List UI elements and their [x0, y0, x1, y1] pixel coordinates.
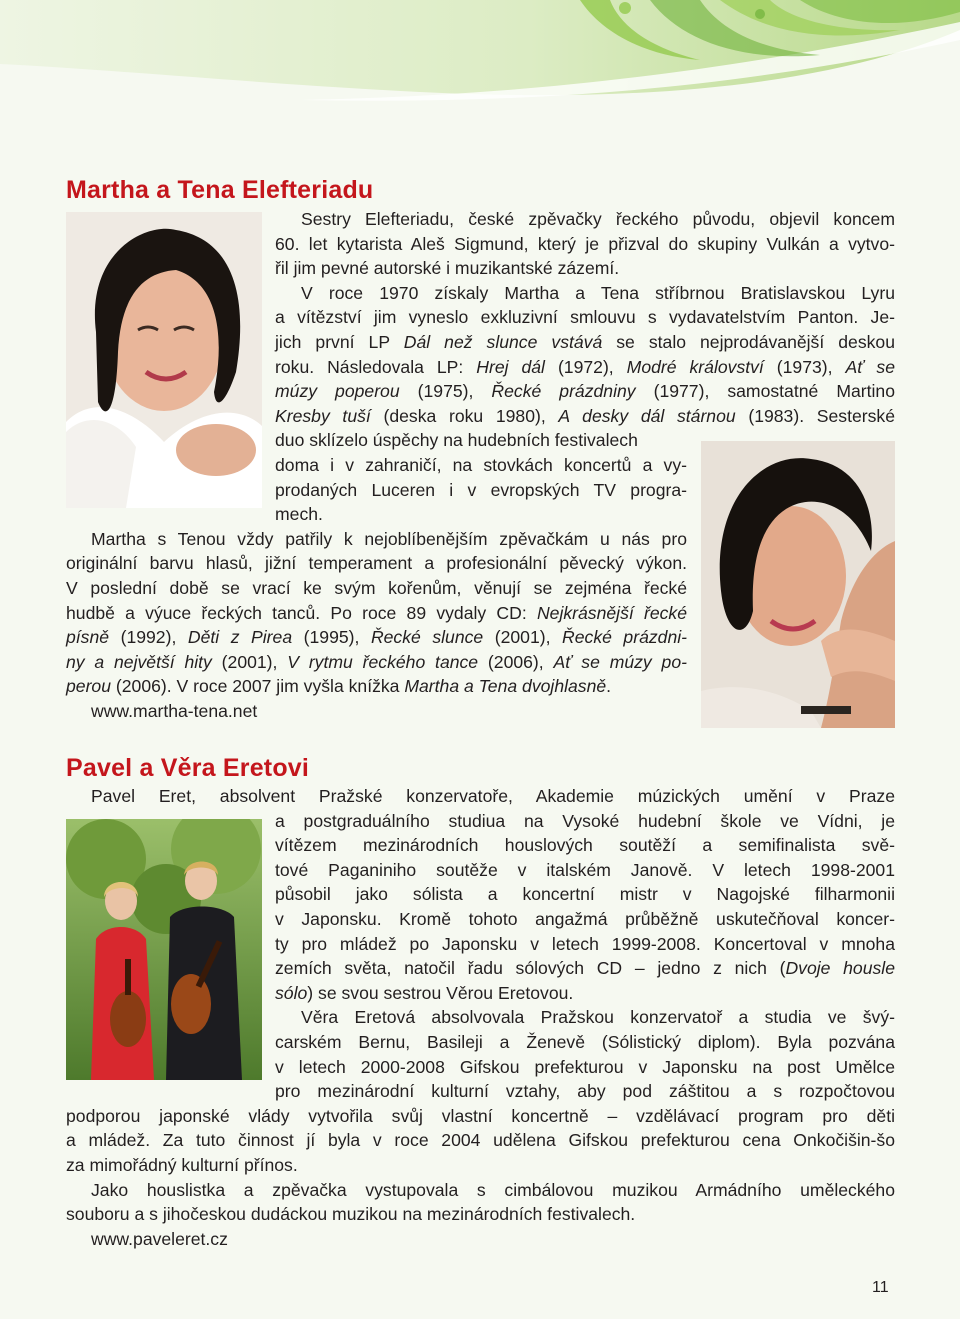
- section2-line: [66, 1153, 298, 1177]
- section1-line: [301, 207, 895, 231]
- text-run: carském Bernu, Basileji a Ženevě (Sólistický diplom). Byla pozvána: [275, 1032, 895, 1052]
- text-run: doma i v zahraničí, na stovkách koncertů a vy-: [275, 455, 687, 475]
- italic-title: V rytmu řeckého tance: [287, 651, 479, 672]
- text-run: (2006). V roce 2007 jim vyšla knížka: [111, 676, 405, 697]
- section1-line: [66, 551, 687, 575]
- text-run: Věra Eretová absolvovala Pražskou konzervatoř a studia ve švý-: [301, 1007, 895, 1028]
- text-run: (1992),: [109, 627, 188, 648]
- italic-title: Děti z Pirea: [187, 627, 293, 648]
- text-run: se stalo nejprodávanější deskou: [602, 332, 895, 352]
- section2-line: [275, 932, 895, 956]
- section2-line: [66, 1104, 895, 1128]
- section1-line: [275, 379, 895, 403]
- section2-line: [91, 1178, 895, 1202]
- section1-line: [301, 281, 895, 305]
- text-run: (deska roku 1980),: [370, 405, 559, 426]
- section2-line: [275, 858, 895, 882]
- text-run: (1973),: [763, 356, 846, 377]
- text-run: www.martha-tena.net: [91, 701, 258, 721]
- italic-title: A desky dál stárnou: [558, 405, 736, 426]
- text-run: mech.: [275, 504, 323, 525]
- text-run: (1975),: [399, 381, 492, 402]
- section2-line: [275, 1055, 895, 1079]
- text-run: v Japonsku. Kromě tohoto angažmá průběžně uskutečňoval koncer-: [275, 909, 895, 929]
- section-title-elefteriadu: Martha a Tena Elefteriadu: [66, 176, 374, 204]
- text-run: (2001),: [211, 651, 288, 672]
- section2-line: [275, 882, 895, 906]
- text-run: Jako houslistka a zpěvačka vystupovala s cimbálovou muzikou Armádního uměleckého: [91, 1179, 895, 1200]
- italic-title: Kresby tuší: [275, 405, 371, 426]
- italic-title: Modré království: [626, 356, 764, 377]
- text-run: prodaných Luceren i v evropských TV progra-: [275, 479, 687, 500]
- section2-line: [275, 833, 895, 857]
- section1-line: [275, 502, 323, 526]
- text-run: za mimořádný kulturní přínos.: [66, 1155, 298, 1175]
- text-run: Pavel Eret, absolvent Pražské konzervatoře, Akademie múzických umění v Praze: [91, 786, 895, 806]
- text-run: působil jako sólista a koncertní mistr v Nagojské filharmonii: [275, 884, 895, 905]
- section2-line: [301, 1005, 895, 1029]
- section2-line: [275, 981, 573, 1005]
- italic-title: Nejkrásnější řecké: [536, 602, 688, 623]
- italic-title: múzy poperou: [275, 381, 400, 402]
- section1-line: [275, 453, 687, 477]
- section1-line: [66, 601, 687, 625]
- section1-line: [275, 256, 619, 280]
- italic-title: ny a největší hity: [66, 651, 212, 672]
- section1-line: [66, 576, 687, 600]
- text-run: tové Paganiniho soutěže v italském Janově. V letech 1998-2001: [275, 859, 895, 880]
- text-run: (2001),: [483, 627, 563, 648]
- italic-title: Dál než slunce vstává: [403, 332, 603, 352]
- text-run: (1995),: [292, 627, 371, 648]
- section2-line: [275, 956, 895, 980]
- text-run: www.paveleret.cz: [91, 1228, 228, 1249]
- text-run: a mládež. Za tuto činnost jí byla v roce 2004 udělena Gifskou prefekturou cena Onkočišin-šo: [66, 1130, 895, 1151]
- decorative-banner: [0, 0, 960, 110]
- italic-title: Dvoje housle: [785, 958, 895, 979]
- section1-line: [66, 674, 611, 698]
- section1-line: [91, 527, 687, 551]
- section2-line: [275, 907, 895, 931]
- italic-title: sólo: [275, 982, 308, 1003]
- text-run: (1983). Sesterské: [735, 405, 895, 426]
- page-number: 11: [872, 1279, 889, 1296]
- portrait-photo-tena: [701, 441, 895, 728]
- text-run: .: [606, 676, 612, 697]
- section1-line: [275, 404, 895, 428]
- section1-line: [275, 428, 638, 452]
- section2-line: [275, 1030, 895, 1054]
- italic-title: Martha a Tena dvojhlasně: [404, 676, 607, 697]
- italic-title: písně: [66, 627, 110, 648]
- section1-line: [66, 625, 687, 649]
- text-run: (2006),: [478, 651, 554, 672]
- italic-title: Řecké slunce: [370, 627, 484, 648]
- section2-line: [275, 1079, 895, 1103]
- text-run: pro mezinárodní kulturní vztahy, aby pod záštitou a s rozpočtovou: [275, 1081, 895, 1102]
- italic-title: perou: [66, 676, 111, 697]
- text-run: Martha s Tenou vždy patřily k nejoblíbenějším zpěvačkám u nás pro: [91, 528, 687, 549]
- text-run: (1972),: [544, 356, 627, 377]
- text-run: jich první LP: [275, 332, 404, 352]
- text-run: a vítězství jim vyneslo exkluzivní smlouvu s vydavatelstvím Panton. Je-: [275, 307, 895, 328]
- text-run: originální barvu hlasů, jižní temperament a profesionální pěvecký výkon.: [66, 553, 687, 574]
- italic-title: Hrej dál: [476, 356, 545, 377]
- text-run: podporou japonské vlády vytvořila svůj vlastní koncertně – vzdělávací program pro děti: [66, 1105, 895, 1126]
- section2-line: [91, 784, 895, 808]
- section-title-eretovi: Pavel a Věra Eretovi: [66, 754, 310, 782]
- text-run: souboru a s jihočeskou dudáckou muzikou na mezinárodních festivalech.: [66, 1204, 636, 1225]
- text-run: V poslední době se vrací ke svým kořenům, věnují se zejména řecké: [66, 578, 687, 598]
- text-run: vítězem mezinárodních houslových soutěží a semifinalista svě-: [275, 835, 895, 856]
- portrait-photo-martha: [66, 212, 262, 508]
- text-run: v letech 2000-2008 Gifskou prefekturou v Japonsku na post Umělce: [275, 1056, 895, 1077]
- text-run: 60. let kytarista Aleš Sigmund, který je přizval do skupiny Vulkán a vytvo-: [275, 233, 895, 254]
- text-run: duo sklízelo úspěchy na hudebních festivalech: [275, 430, 638, 451]
- italic-title: Řecké prázdni-: [562, 627, 687, 648]
- italic-title: Ať se múzy po-: [553, 651, 687, 672]
- text-run: roku. Následovala LP:: [275, 356, 477, 377]
- text-run: ty pro mládež po Japonsku v letech 1999-2008. Koncertoval v mnoha: [275, 933, 895, 954]
- photo-eretovi-violinists: [66, 819, 262, 1080]
- text-run: zemích světa, natočil řadu sólových CD – jedno z nich (: [275, 958, 786, 979]
- italic-title: Řecké prázdniny: [491, 381, 636, 402]
- text-run: (1977), samostatné Martino: [635, 381, 895, 402]
- section2-line: [275, 809, 895, 833]
- text-run: V roce 1970 získaly Martha a Tena stříbrnou Bratislavskou Lyru: [301, 282, 895, 303]
- text-run: řil jim pevné autorské i muzikantské zázemí.: [275, 258, 620, 279]
- section1-line: [66, 650, 687, 674]
- text-run: ) se svou sestrou Věrou Eretovou.: [307, 982, 574, 1003]
- text-run: hudbě a výuce řeckých tanců. Po roce 89 vydaly CD:: [66, 602, 537, 623]
- section2-line: [66, 1128, 895, 1152]
- section1-line: [275, 232, 895, 256]
- italic-title: Ať se: [845, 356, 896, 377]
- text-run: Sestry Elefteriadu, české zpěvačky řeckého původu, objevil koncem: [301, 209, 895, 229]
- text-run: a postgraduálního studiua na Vysoké hudební škole ve Vídni, je: [275, 810, 895, 831]
- section1-line: [275, 305, 895, 329]
- section2-line: [66, 1202, 635, 1226]
- section1-line: [275, 478, 687, 502]
- section1-line: [91, 699, 257, 723]
- section1-line: [275, 330, 895, 354]
- section1-line: [275, 355, 895, 379]
- section2-line: [91, 1227, 228, 1251]
